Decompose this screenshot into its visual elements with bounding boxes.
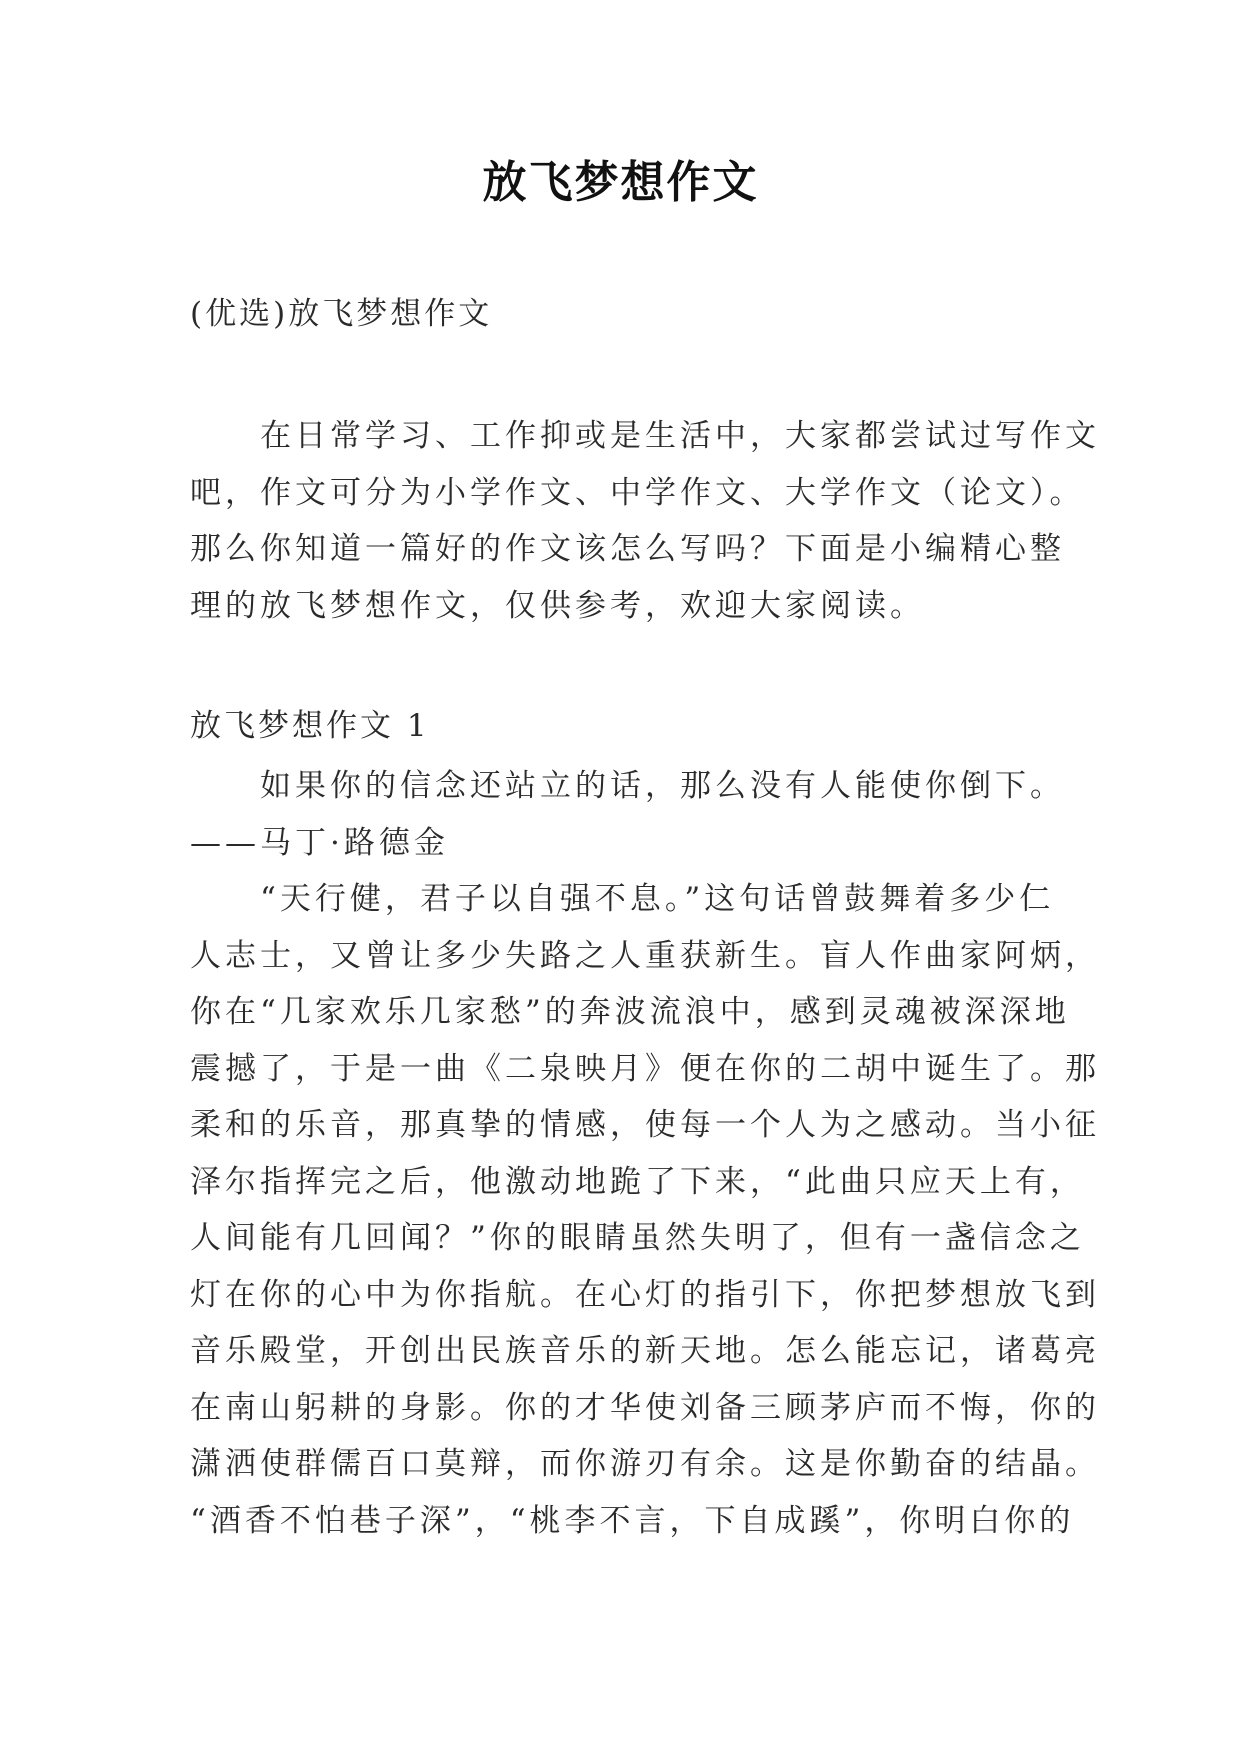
body-line: 人间能有几回闻？”你的眼睛虽然失明了，但有一盏信念之 [190,1220,1085,1256]
body-line: 震撼了，于是一曲《二泉映月》便在你的二胡中诞生了。那 [190,1050,1100,1087]
quote-line: 如果你的信念还站立的话，那么没有人能使你倒下。 [260,768,1065,804]
body-line: 泽尔指挥完之后，他激动地跪了下来，“此曲只应天上有， [190,1163,1085,1200]
document-subtitle: (优选)放飞梦想作文 [190,296,493,332]
document-title: 放飞梦想作文 [482,157,759,208]
intro-line: 理的放飞梦想作文，仅供参考，欢迎大家阅读。 [190,587,925,624]
intro-paragraph [190,408,1100,634]
body-line: 音乐殿堂，开创出民族音乐的新天地。怎么能忘记，诸葛亮 [190,1333,1100,1369]
body-line: 在南山躬耕的身影。你的才华使刘备三顾茅庐而不悔，你的 [190,1389,1100,1426]
body-line: “天行健，君子以自强不息。”这句话曾鼓舞着多少仁 [260,881,1055,917]
intro-line: 吧，作文可分为小学作文、中学作文、大学作文（论文）。 [190,474,1085,511]
essay-body [190,758,1100,1549]
body-line: 灯在你的心中为你指航。在心灯的指引下，你把梦想放飞到 [190,1276,1100,1313]
body-line: “酒香不怕巷子深”，“桃李不言，下自成蹊”，你明白你的 [190,1502,1075,1539]
body-line: 人志士，又曾让多少失路之人重获新生。盲人作曲家阿炳， [190,937,1100,974]
intro-line: 那么你知道一篇好的作文该怎么写吗？下面是小编精心整 [190,531,1065,567]
quote-attribution: ——马丁·路德金 [190,824,449,861]
body-line: 柔和的乐音，那真挚的情感，使每一个人为之感动。当小征 [190,1107,1100,1143]
intro-line: 在日常学习、工作抑或是生活中，大家都尝试过写作文 [260,418,1100,454]
body-line: 潇洒使群儒百口莫辩，而你游刃有余。这是你勤奋的结晶。 [190,1446,1100,1482]
body-line: 你在“几家欢乐几家愁”的奔波流浪中，感到灵魂被深深地 [190,994,1070,1030]
section-heading: 放飞梦想作文 1 [190,708,430,744]
